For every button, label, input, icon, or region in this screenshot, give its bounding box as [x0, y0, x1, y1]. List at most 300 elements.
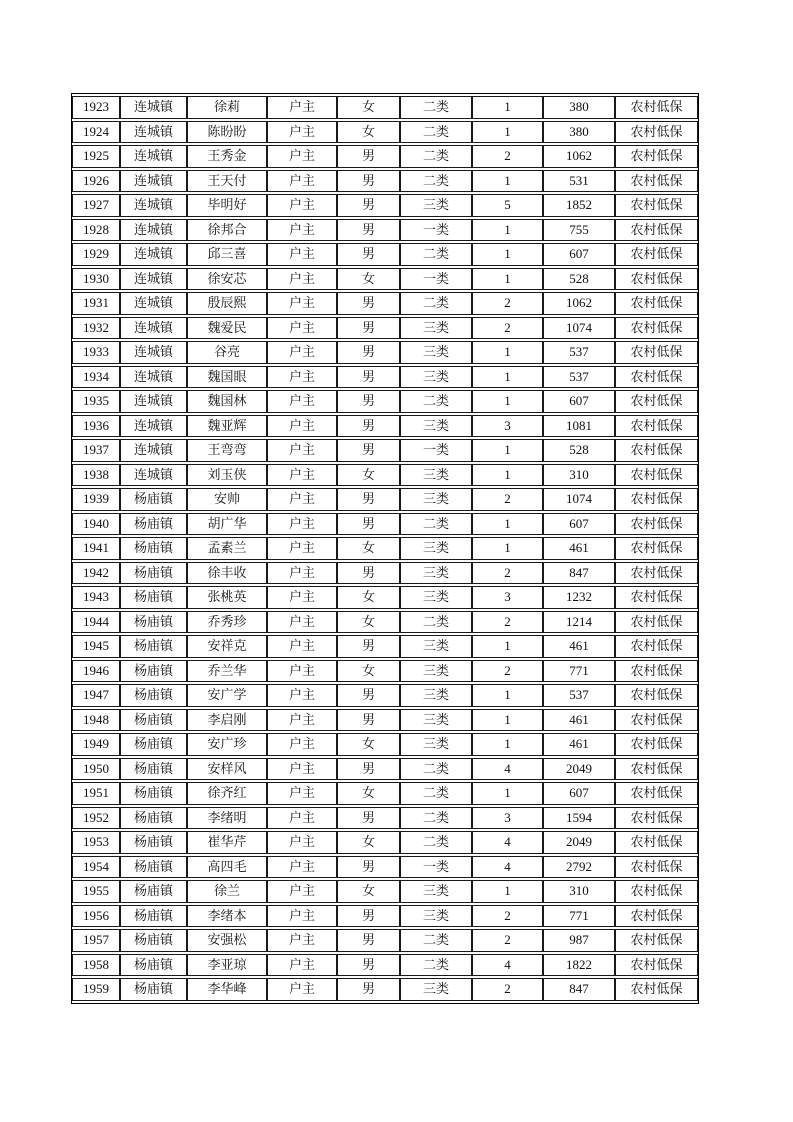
serial-number-cell: 1951 [72, 782, 120, 805]
amount-cell: 461 [543, 537, 615, 560]
gender-cell: 女 [337, 586, 400, 609]
welfare-type-cell: 农村低保 [615, 341, 698, 364]
town-cell: 杨庙镇 [120, 488, 187, 511]
category-cell: 二类 [400, 611, 472, 634]
category-cell: 三类 [400, 317, 472, 340]
person-name-cell: 李华峰 [187, 978, 267, 1001]
town-cell: 杨庙镇 [120, 905, 187, 928]
person-name-cell: 张桃英 [187, 586, 267, 609]
gender-cell: 男 [337, 145, 400, 168]
category-cell: 二类 [400, 243, 472, 266]
amount-cell: 461 [543, 709, 615, 732]
gender-cell: 男 [337, 807, 400, 830]
household-relation-cell: 户主 [267, 758, 337, 781]
amount-cell: 607 [543, 782, 615, 805]
welfare-type-cell: 农村低保 [615, 807, 698, 830]
table-row [72, 733, 698, 756]
welfare-type-cell: 农村低保 [615, 684, 698, 707]
town-cell: 杨庙镇 [120, 733, 187, 756]
amount-cell: 607 [543, 243, 615, 266]
category-cell: 二类 [400, 782, 472, 805]
gender-cell: 女 [337, 121, 400, 144]
amount-cell: 1852 [543, 194, 615, 217]
welfare-type-cell: 农村低保 [615, 954, 698, 977]
person-count-cell: 1 [472, 268, 543, 291]
table-row [72, 464, 698, 487]
welfare-type-cell: 农村低保 [615, 611, 698, 634]
household-relation-cell: 户主 [267, 513, 337, 536]
town-cell: 杨庙镇 [120, 660, 187, 683]
household-relation-cell: 户主 [267, 243, 337, 266]
person-name-cell: 邱三喜 [187, 243, 267, 266]
person-name-cell: 安祥克 [187, 635, 267, 658]
table-row [72, 513, 698, 536]
household-relation-cell: 户主 [267, 170, 337, 193]
table-row [72, 905, 698, 928]
person-count-cell: 1 [472, 635, 543, 658]
category-cell: 一类 [400, 219, 472, 242]
person-count-cell: 1 [472, 464, 543, 487]
amount-cell: 771 [543, 905, 615, 928]
table-row [72, 954, 698, 977]
welfare-type-cell: 农村低保 [615, 831, 698, 854]
category-cell: 一类 [400, 268, 472, 291]
person-name-cell: 乔秀珍 [187, 611, 267, 634]
serial-number-cell: 1924 [72, 121, 120, 144]
person-count-cell: 2 [472, 145, 543, 168]
welfare-type-cell: 农村低保 [615, 390, 698, 413]
amount-cell: 847 [543, 978, 615, 1001]
person-count-cell: 1 [472, 684, 543, 707]
welfare-type-cell: 农村低保 [615, 978, 698, 1001]
gender-cell: 男 [337, 317, 400, 340]
welfare-type-cell: 农村低保 [615, 513, 698, 536]
person-name-cell: 崔华芹 [187, 831, 267, 854]
category-cell: 三类 [400, 415, 472, 438]
household-relation-cell: 户主 [267, 390, 337, 413]
category-cell: 三类 [400, 586, 472, 609]
town-cell: 连城镇 [120, 268, 187, 291]
household-relation-cell: 户主 [267, 611, 337, 634]
household-relation-cell: 户主 [267, 488, 337, 511]
gender-cell: 女 [337, 733, 400, 756]
welfare-type-cell: 农村低保 [615, 292, 698, 315]
town-cell: 杨庙镇 [120, 611, 187, 634]
gender-cell: 男 [337, 488, 400, 511]
person-count-cell: 5 [472, 194, 543, 217]
category-cell: 三类 [400, 488, 472, 511]
person-name-cell: 安强松 [187, 929, 267, 952]
serial-number-cell: 1957 [72, 929, 120, 952]
town-cell: 连城镇 [120, 317, 187, 340]
table-row [72, 243, 698, 266]
person-count-cell: 1 [472, 366, 543, 389]
category-cell: 三类 [400, 635, 472, 658]
welfare-type-cell: 农村低保 [615, 709, 698, 732]
household-relation-cell: 户主 [267, 292, 337, 315]
person-name-cell: 徐兰 [187, 880, 267, 903]
serial-number-cell: 1948 [72, 709, 120, 732]
town-cell: 连城镇 [120, 170, 187, 193]
serial-number-cell: 1952 [72, 807, 120, 830]
welfare-type-cell: 农村低保 [615, 929, 698, 952]
serial-number-cell: 1933 [72, 341, 120, 364]
gender-cell: 男 [337, 439, 400, 462]
town-cell: 连城镇 [120, 292, 187, 315]
category-cell: 三类 [400, 684, 472, 707]
household-relation-cell: 户主 [267, 464, 337, 487]
serial-number-cell: 1937 [72, 439, 120, 462]
town-cell: 杨庙镇 [120, 978, 187, 1001]
gender-cell: 女 [337, 268, 400, 291]
person-name-cell: 陈盼盼 [187, 121, 267, 144]
serial-number-cell: 1926 [72, 170, 120, 193]
amount-cell: 755 [543, 219, 615, 242]
welfare-type-cell: 农村低保 [615, 562, 698, 585]
category-cell: 一类 [400, 856, 472, 879]
household-relation-cell: 户主 [267, 96, 337, 119]
table-row [72, 439, 698, 462]
amount-cell: 2049 [543, 758, 615, 781]
amount-cell: 528 [543, 268, 615, 291]
amount-cell: 528 [543, 439, 615, 462]
town-cell: 杨庙镇 [120, 831, 187, 854]
gender-cell: 男 [337, 635, 400, 658]
person-count-cell: 4 [472, 831, 543, 854]
gender-cell: 男 [337, 856, 400, 879]
amount-cell: 310 [543, 464, 615, 487]
welfare-type-cell: 农村低保 [615, 782, 698, 805]
household-relation-cell: 户主 [267, 807, 337, 830]
welfare-type-cell: 农村低保 [615, 635, 698, 658]
household-relation-cell: 户主 [267, 341, 337, 364]
person-count-cell: 2 [472, 317, 543, 340]
person-name-cell: 胡广华 [187, 513, 267, 536]
person-name-cell: 徐丰收 [187, 562, 267, 585]
household-relation-cell: 户主 [267, 145, 337, 168]
amount-cell: 1214 [543, 611, 615, 634]
table-row [72, 145, 698, 168]
town-cell: 杨庙镇 [120, 635, 187, 658]
person-count-cell: 4 [472, 954, 543, 977]
town-cell: 连城镇 [120, 219, 187, 242]
town-cell: 杨庙镇 [120, 758, 187, 781]
serial-number-cell: 1935 [72, 390, 120, 413]
category-cell: 二类 [400, 96, 472, 119]
person-name-cell: 李绪本 [187, 905, 267, 928]
table-row [72, 929, 698, 952]
category-cell: 一类 [400, 439, 472, 462]
serial-number-cell: 1927 [72, 194, 120, 217]
serial-number-cell: 1925 [72, 145, 120, 168]
person-name-cell: 孟素兰 [187, 537, 267, 560]
welfare-type-cell: 农村低保 [615, 317, 698, 340]
category-cell: 二类 [400, 390, 472, 413]
person-count-cell: 1 [472, 439, 543, 462]
person-count-cell: 1 [472, 121, 543, 144]
household-relation-cell: 户主 [267, 831, 337, 854]
serial-number-cell: 1947 [72, 684, 120, 707]
table-row [72, 709, 698, 732]
welfare-type-cell: 农村低保 [615, 415, 698, 438]
table-row [72, 96, 698, 119]
welfare-type-cell: 农村低保 [615, 439, 698, 462]
welfare-type-cell: 农村低保 [615, 880, 698, 903]
amount-cell: 987 [543, 929, 615, 952]
person-name-cell: 王天付 [187, 170, 267, 193]
household-relation-cell: 户主 [267, 635, 337, 658]
serial-number-cell: 1923 [72, 96, 120, 119]
household-relation-cell: 户主 [267, 562, 337, 585]
welfare-type-cell: 农村低保 [615, 537, 698, 560]
person-name-cell: 李亚琼 [187, 954, 267, 977]
person-name-cell: 王秀金 [187, 145, 267, 168]
person-name-cell: 李启刚 [187, 709, 267, 732]
serial-number-cell: 1939 [72, 488, 120, 511]
table-row [72, 121, 698, 144]
welfare-type-cell: 农村低保 [615, 243, 698, 266]
person-name-cell: 安广珍 [187, 733, 267, 756]
table-row [72, 219, 698, 242]
person-name-cell: 安帅 [187, 488, 267, 511]
amount-cell: 537 [543, 684, 615, 707]
table-row [72, 415, 698, 438]
table-row [72, 611, 698, 634]
household-relation-cell: 户主 [267, 415, 337, 438]
table-row [72, 170, 698, 193]
category-cell: 三类 [400, 978, 472, 1001]
town-cell: 连城镇 [120, 243, 187, 266]
category-cell: 二类 [400, 831, 472, 854]
household-relation-cell: 户主 [267, 684, 337, 707]
serial-number-cell: 1940 [72, 513, 120, 536]
amount-cell: 537 [543, 366, 615, 389]
person-name-cell: 王弯弯 [187, 439, 267, 462]
gender-cell: 男 [337, 341, 400, 364]
household-relation-cell: 户主 [267, 121, 337, 144]
serial-number-cell: 1953 [72, 831, 120, 854]
category-cell: 二类 [400, 292, 472, 315]
table-row [72, 317, 698, 340]
category-cell: 二类 [400, 121, 472, 144]
person-name-cell: 李绪明 [187, 807, 267, 830]
gender-cell: 女 [337, 96, 400, 119]
gender-cell: 女 [337, 660, 400, 683]
welfare-type-cell: 农村低保 [615, 170, 698, 193]
person-count-cell: 2 [472, 978, 543, 1001]
town-cell: 杨庙镇 [120, 856, 187, 879]
amount-cell: 1062 [543, 145, 615, 168]
person-name-cell: 谷亮 [187, 341, 267, 364]
gender-cell: 男 [337, 415, 400, 438]
gender-cell: 男 [337, 390, 400, 413]
amount-cell: 607 [543, 513, 615, 536]
category-cell: 三类 [400, 194, 472, 217]
person-name-cell: 魏亚辉 [187, 415, 267, 438]
amount-cell: 531 [543, 170, 615, 193]
amount-cell: 2792 [543, 856, 615, 879]
person-count-cell: 3 [472, 415, 543, 438]
person-count-cell: 3 [472, 807, 543, 830]
welfare-type-cell: 农村低保 [615, 194, 698, 217]
category-cell: 三类 [400, 464, 472, 487]
welfare-type-cell: 农村低保 [615, 219, 698, 242]
category-cell: 二类 [400, 807, 472, 830]
person-count-cell: 1 [472, 390, 543, 413]
serial-number-cell: 1956 [72, 905, 120, 928]
gender-cell: 男 [337, 562, 400, 585]
town-cell: 连城镇 [120, 121, 187, 144]
town-cell: 杨庙镇 [120, 929, 187, 952]
town-cell: 连城镇 [120, 96, 187, 119]
serial-number-cell: 1934 [72, 366, 120, 389]
table-row [72, 635, 698, 658]
welfare-type-cell: 农村低保 [615, 586, 698, 609]
table-row [72, 880, 698, 903]
household-relation-cell: 户主 [267, 782, 337, 805]
person-count-cell: 2 [472, 611, 543, 634]
category-cell: 二类 [400, 170, 472, 193]
category-cell: 三类 [400, 905, 472, 928]
gender-cell: 男 [337, 170, 400, 193]
serial-number-cell: 1959 [72, 978, 120, 1001]
welfare-type-cell: 农村低保 [615, 96, 698, 119]
serial-number-cell: 1958 [72, 954, 120, 977]
household-relation-cell: 户主 [267, 268, 337, 291]
category-cell: 二类 [400, 758, 472, 781]
gender-cell: 男 [337, 758, 400, 781]
table-row [72, 537, 698, 560]
gender-cell: 男 [337, 243, 400, 266]
household-relation-cell: 户主 [267, 317, 337, 340]
person-count-cell: 1 [472, 219, 543, 242]
person-count-cell: 1 [472, 243, 543, 266]
gender-cell: 女 [337, 464, 400, 487]
household-relation-cell: 户主 [267, 880, 337, 903]
welfare-type-cell: 农村低保 [615, 366, 698, 389]
amount-cell: 1822 [543, 954, 615, 977]
table-row [72, 562, 698, 585]
person-count-cell: 2 [472, 562, 543, 585]
serial-number-cell: 1955 [72, 880, 120, 903]
welfare-type-cell: 农村低保 [615, 464, 698, 487]
household-relation-cell: 户主 [267, 586, 337, 609]
person-name-cell: 徐安芯 [187, 268, 267, 291]
person-name-cell: 魏国眼 [187, 366, 267, 389]
welfare-type-cell: 农村低保 [615, 660, 698, 683]
serial-number-cell: 1932 [72, 317, 120, 340]
serial-number-cell: 1936 [72, 415, 120, 438]
category-cell: 三类 [400, 709, 472, 732]
person-count-cell: 4 [472, 856, 543, 879]
welfare-type-cell: 农村低保 [615, 733, 698, 756]
table-row [72, 292, 698, 315]
household-relation-cell: 户主 [267, 905, 337, 928]
person-count-cell: 1 [472, 709, 543, 732]
town-cell: 连城镇 [120, 194, 187, 217]
household-relation-cell: 户主 [267, 954, 337, 977]
gender-cell: 男 [337, 929, 400, 952]
person-count-cell: 2 [472, 929, 543, 952]
household-relation-cell: 户主 [267, 660, 337, 683]
person-name-cell: 刘玉侠 [187, 464, 267, 487]
town-cell: 连城镇 [120, 145, 187, 168]
household-relation-cell: 户主 [267, 439, 337, 462]
town-cell: 杨庙镇 [120, 537, 187, 560]
category-cell: 二类 [400, 513, 472, 536]
category-cell: 三类 [400, 660, 472, 683]
town-cell: 连城镇 [120, 464, 187, 487]
amount-cell: 847 [543, 562, 615, 585]
amount-cell: 380 [543, 121, 615, 144]
amount-cell: 461 [543, 635, 615, 658]
table-row [72, 586, 698, 609]
table-row [72, 268, 698, 291]
household-relation-cell: 户主 [267, 219, 337, 242]
serial-number-cell: 1942 [72, 562, 120, 585]
person-count-cell: 1 [472, 170, 543, 193]
person-name-cell: 殷辰熙 [187, 292, 267, 315]
table-row [72, 684, 698, 707]
table-row [72, 488, 698, 511]
amount-cell: 1074 [543, 317, 615, 340]
welfare-type-cell: 农村低保 [615, 121, 698, 144]
welfare-type-cell: 农村低保 [615, 145, 698, 168]
gender-cell: 男 [337, 905, 400, 928]
table-row [72, 660, 698, 683]
table-row [72, 978, 698, 1001]
serial-number-cell: 1938 [72, 464, 120, 487]
amount-cell: 310 [543, 880, 615, 903]
category-cell: 三类 [400, 733, 472, 756]
person-count-cell: 1 [472, 880, 543, 903]
gender-cell: 女 [337, 831, 400, 854]
gender-cell: 男 [337, 366, 400, 389]
person-name-cell: 安样风 [187, 758, 267, 781]
household-relation-cell: 户主 [267, 366, 337, 389]
category-cell: 三类 [400, 880, 472, 903]
gender-cell: 女 [337, 611, 400, 634]
serial-number-cell: 1941 [72, 537, 120, 560]
person-count-cell: 1 [472, 782, 543, 805]
serial-number-cell: 1931 [72, 292, 120, 315]
town-cell: 杨庙镇 [120, 513, 187, 536]
serial-number-cell: 1943 [72, 586, 120, 609]
table-body [72, 96, 698, 1001]
household-relation-cell: 户主 [267, 709, 337, 732]
gender-cell: 男 [337, 194, 400, 217]
town-cell: 杨庙镇 [120, 954, 187, 977]
gender-cell: 女 [337, 537, 400, 560]
welfare-type-cell: 农村低保 [615, 905, 698, 928]
amount-cell: 1232 [543, 586, 615, 609]
person-count-cell: 4 [472, 758, 543, 781]
town-cell: 杨庙镇 [120, 709, 187, 732]
household-relation-cell: 户主 [267, 856, 337, 879]
town-cell: 杨庙镇 [120, 782, 187, 805]
person-count-cell: 3 [472, 586, 543, 609]
gender-cell: 女 [337, 782, 400, 805]
table-row [72, 782, 698, 805]
amount-cell: 1081 [543, 415, 615, 438]
person-count-cell: 2 [472, 488, 543, 511]
category-cell: 三类 [400, 341, 472, 364]
household-relation-cell: 户主 [267, 733, 337, 756]
town-cell: 连城镇 [120, 415, 187, 438]
welfare-table [71, 93, 699, 1004]
person-name-cell: 魏国林 [187, 390, 267, 413]
category-cell: 二类 [400, 929, 472, 952]
